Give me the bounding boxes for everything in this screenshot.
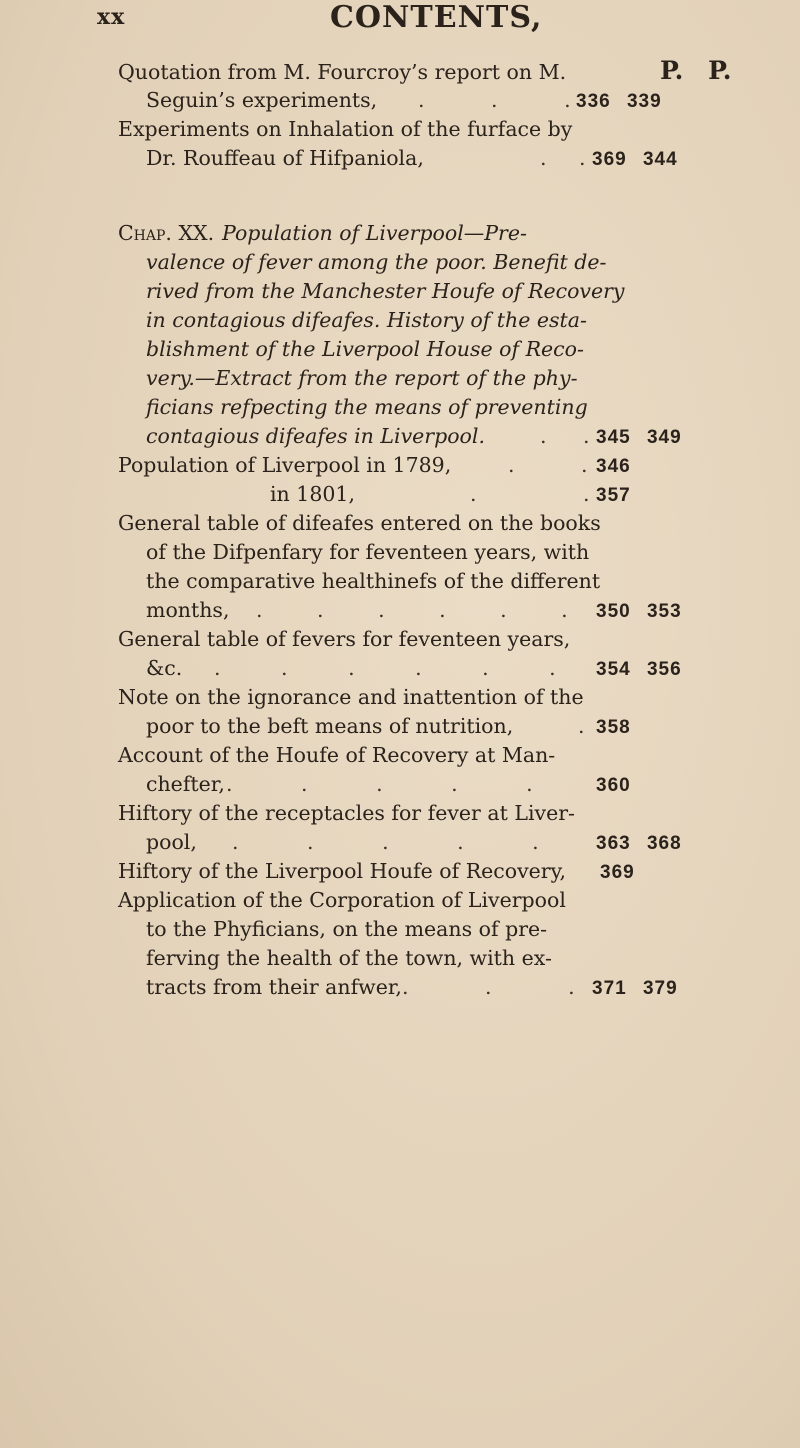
leader-dots: . . . . . . xyxy=(256,598,568,622)
page-ref: 345 349 xyxy=(596,427,682,448)
leader-dots: . . xyxy=(470,482,590,506)
entry-line: pool, xyxy=(146,830,197,854)
page-ref: 350 353 xyxy=(596,601,682,622)
entry-line: Hiftory of the Liverpool Houfe of Recovery, xyxy=(118,859,566,883)
entry-line: Note on the ignorance and inattention of the xyxy=(118,685,584,709)
entry-line: General table of fevers for feventeen years, xyxy=(118,627,571,651)
page-ref: 336 339 xyxy=(576,91,662,112)
entry-line: Application of the Corporation of Liverpool xyxy=(118,888,566,912)
page-column-labels: P. P. xyxy=(660,56,732,85)
leader-dots: . xyxy=(578,714,585,738)
entry-line: ferving the health of the town, with ex- xyxy=(146,946,552,970)
entry-line: chefter, xyxy=(146,772,225,796)
leader-dots: . . xyxy=(540,424,590,448)
entry-line: &c. xyxy=(146,656,183,680)
leader-dots: . . xyxy=(508,453,588,477)
page-ref: 369 344 xyxy=(592,149,678,170)
leader-dots: . . . . . xyxy=(232,830,539,854)
page-title: CONTENTS, xyxy=(330,0,543,35)
chapter-label: Chap. XX. xyxy=(118,221,215,245)
leader-dots: . . . . . . xyxy=(214,656,556,680)
entry-line: Seguin’s experiments, xyxy=(146,88,378,112)
leader-dots: . . xyxy=(540,146,586,170)
chapter-line: blishment of the Liverpool House of Reco- xyxy=(146,337,584,361)
leader-dots: . . . xyxy=(418,88,571,112)
entry-line: Quotation from M. Fourcroy’s report on M. xyxy=(118,60,567,84)
entry-line: Population of Liverpool in 1789, xyxy=(118,453,452,477)
entry-line: Hiftory of the receptacles for fever at Liver- xyxy=(118,801,575,825)
entry-line: tracts from their anfwer, xyxy=(146,975,402,999)
chapter-line: contagious difeafes in Liverpool. xyxy=(146,424,485,448)
page-ref: 369 xyxy=(600,862,635,883)
chapter-line: rived from the Manchester Houfe of Recovery xyxy=(146,279,625,303)
entry-line: Dr. Rouffeau of Hifpaniola, xyxy=(146,146,424,170)
entry-line: to the Phyficians, on the means of pre- xyxy=(146,917,548,941)
page-ref: 360 xyxy=(596,775,631,796)
entry-line: months, xyxy=(146,598,230,622)
entry-line: poor to the beft means of nutrition, xyxy=(146,714,514,738)
page-ref: 357 xyxy=(596,485,631,506)
leader-dots: . . . . . xyxy=(226,772,533,796)
page-ref: 346 xyxy=(596,456,631,477)
chapter-line: very.—Extract from the report of the phy- xyxy=(146,366,578,390)
page-ref: 371 379 xyxy=(592,978,678,999)
chapter-line: valence of fever among the poor. Benefit de- xyxy=(146,250,607,274)
page-number: xx xyxy=(97,4,126,30)
entry-line: in 1801, xyxy=(270,482,355,506)
entry-line: Account of the Houfe of Recovery at Man- xyxy=(118,743,556,767)
leader-dots: . . . xyxy=(402,975,575,999)
chapter-line: ficians refpecting the means of preventing xyxy=(146,395,588,419)
chapter-line: Population of Liverpool—Pre- xyxy=(222,221,527,245)
page-ref: 363 368 xyxy=(596,833,682,854)
entry-line: of the Difpenfary for feventeen years, with xyxy=(146,540,590,564)
entry-line: the comparative healthinefs of the different xyxy=(146,569,601,593)
entry-line: Experiments on Inhalation of the furface by xyxy=(118,117,573,141)
page-ref: 358 xyxy=(596,717,631,738)
entry-line: General table of difeafes entered on the books xyxy=(118,511,601,535)
chapter-line: in contagious difeafes. History of the esta- xyxy=(146,308,587,332)
page-ref: 354 356 xyxy=(596,659,682,680)
